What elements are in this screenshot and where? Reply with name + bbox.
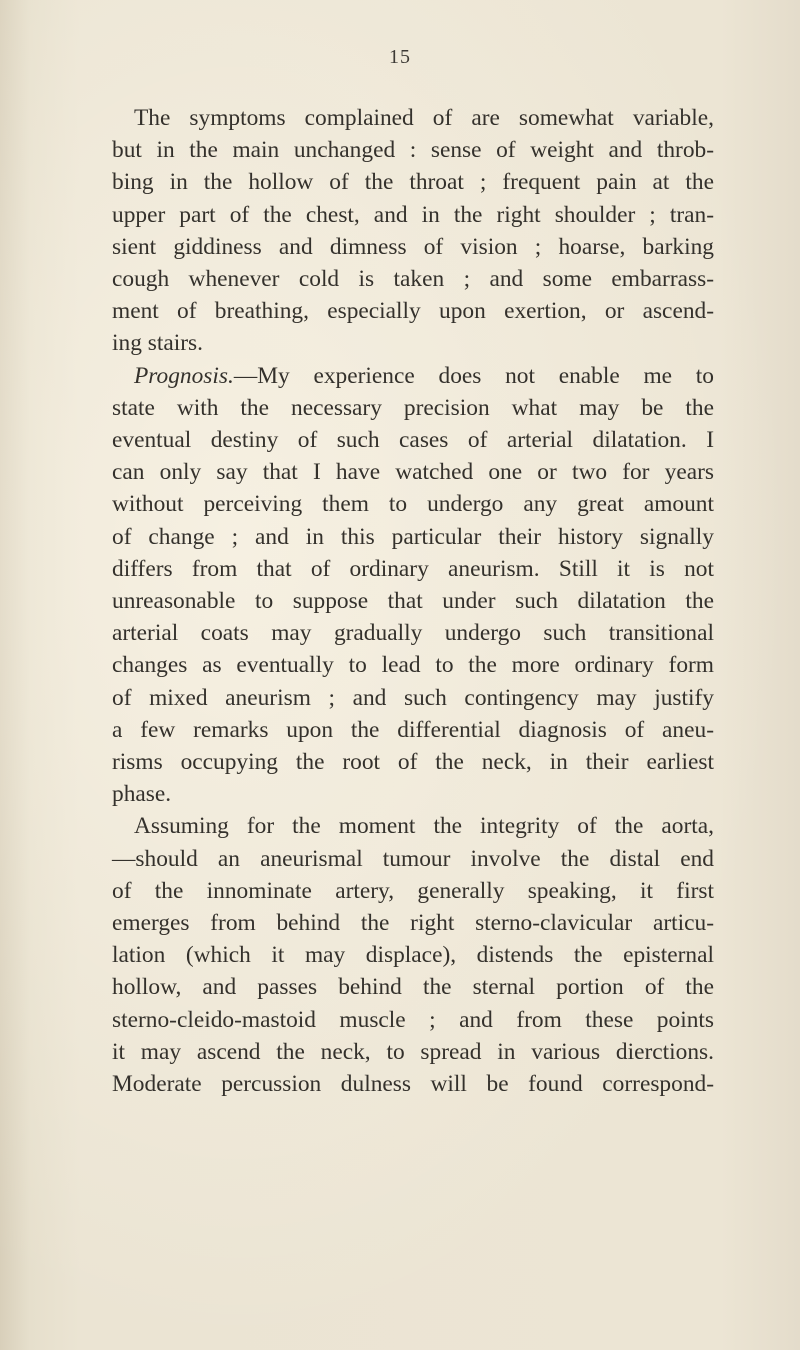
paragraph-diagnosis bbox=[112, 810, 714, 1100]
text-line: hollow, and passes behind the sternal portion of the bbox=[112, 974, 714, 1001]
text-line: The symptoms complained of are somewhat variable, bbox=[134, 105, 714, 131]
text-line: ing stairs. bbox=[112, 330, 203, 357]
text-line: risms occupying the root of the neck, in their earliest bbox=[112, 749, 714, 776]
paragraph-symptoms bbox=[112, 102, 714, 360]
text-line: eventual destiny of such cases of arterial dilatation. I bbox=[112, 427, 714, 454]
text-line: it may ascend the neck, to spread in various dierctions. bbox=[112, 1038, 714, 1065]
text-line: of change ; and in this particular their history signally bbox=[112, 523, 714, 550]
text-line: arterial coats may gradually undergo such transitional bbox=[112, 620, 714, 647]
text-line: lation (which it may displace), distends the episternal bbox=[112, 942, 714, 969]
text-line: can only say that I have watched one or two for years bbox=[112, 459, 714, 486]
text-line: a few remarks upon the differential diagnosis of aneu- bbox=[112, 716, 714, 743]
text-line: phase. bbox=[112, 781, 172, 808]
text-line: bing in the hollow of the throat ; frequent pain at the bbox=[112, 169, 714, 196]
text-line: without perceiving them to undergo any great amount bbox=[112, 491, 714, 518]
text-line: unreasonable to suppose that under such dilatation the bbox=[112, 588, 714, 615]
text-line: of the innominate artery, generally speaking, it first bbox=[112, 877, 714, 904]
text-line: differs from that of ordinary aneurism. Still it is not bbox=[112, 555, 714, 582]
paragraph-prognosis bbox=[112, 360, 714, 811]
page-number: 15 bbox=[389, 46, 411, 68]
text-line: but in the main unchanged : sense of weight and throb- bbox=[112, 137, 714, 164]
text-line: sient giddiness and dimness of vision ; hoarse, barking bbox=[112, 233, 714, 260]
text-line: sterno-cleido-mastoid muscle ; and from these points bbox=[112, 1006, 714, 1033]
text-line: Moderate percussion dulness will be found correspond- bbox=[112, 1071, 714, 1098]
text-line: of mixed aneurism ; and such contingency may justify bbox=[112, 684, 714, 711]
text-line: Assuming for the moment the integrity of the aorta, bbox=[134, 813, 714, 840]
text-line-content: —My experience does not enable me to bbox=[233, 362, 714, 389]
text-line: state with the necessary precision what may be the bbox=[112, 394, 714, 421]
text-line bbox=[112, 360, 714, 392]
text-line: emerges from behind the right sterno-clavicular articu- bbox=[112, 910, 714, 937]
text-line: upper part of the chest, and in the right shoulder ; tran- bbox=[112, 201, 714, 228]
text-line: changes as eventually to lead to the more ordinary form bbox=[112, 652, 714, 679]
text-line: cough whenever cold is taken ; and some embarrass- bbox=[112, 266, 714, 293]
text-line: —should an aneurismal tumour involve the distal end bbox=[112, 845, 714, 872]
text-line: ment of breathing, especially upon exertion, or ascend- bbox=[112, 298, 714, 325]
section-heading-prognosis: Prognosis. bbox=[134, 362, 234, 389]
body-text bbox=[112, 102, 714, 1100]
